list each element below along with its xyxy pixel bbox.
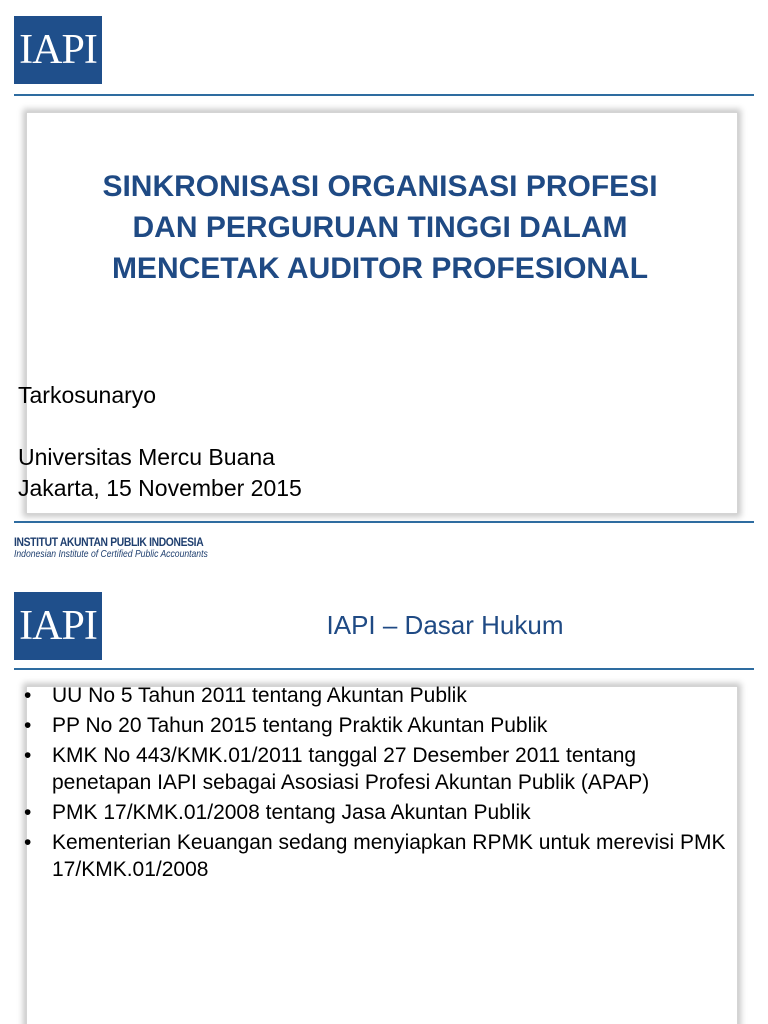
title-line: DAN PERGURUAN TINGGI DALAM [132, 211, 628, 244]
header-divider [14, 94, 754, 96]
list-item-text: PP No 20 Tahun 2015 tentang Praktik Akuntan Publik [52, 714, 548, 737]
bullet-list [14, 682, 734, 886]
list-item [14, 829, 734, 883]
slide-title [30, 166, 730, 289]
list-item [14, 799, 734, 826]
bullet-icon: • [24, 831, 32, 854]
bullet-icon: • [24, 801, 32, 824]
list-item-text: KMK No 443/KMK.01/2011 tanggal 27 Desember 2011 tentang penetapan IAPI sebagai Asosiasi Profesi Akuntan Publik (APAP) [52, 744, 650, 794]
slide-title: IAPI – Dasar Hukum [326, 610, 564, 640]
list-item-text: UU No 5 Tahun 2011 tentang Akuntan Publik [52, 684, 467, 707]
list-item [14, 712, 734, 739]
bullet-icon: • [24, 684, 32, 707]
bullet-icon: • [24, 714, 32, 737]
bullet-icon: • [24, 744, 32, 767]
header-divider [14, 668, 754, 670]
title-line: SINKRONISASI ORGANISASI PROFESI [102, 170, 658, 203]
iapi-logo: IAPI [14, 16, 102, 84]
dasar-hukum-slide [0, 572, 768, 1024]
list-item [14, 682, 734, 709]
footer-organization-name: INSTITUT AKUNTAN PUBLIK INDONESIA [14, 535, 204, 549]
footer-divider [14, 521, 754, 523]
place-date: Jakarta, 15 November 2015 [18, 475, 302, 501]
author-name: Tarkosunaryo [18, 382, 157, 408]
footer-organization-subtitle: Indonesian Institute of Certified Public Accountants [14, 549, 208, 560]
iapi-logo: IAPI [14, 592, 102, 660]
list-item-text: PMK 17/KMK.01/2008 tentang Jasa Akuntan Publik [52, 801, 531, 824]
list-item [14, 742, 734, 796]
university-name: Universitas Mercu Buana [18, 444, 275, 470]
list-item-text: Kementerian Keuangan sedang menyiapkan RPMK untuk merevisi PMK 17/KMK.01/2008 [52, 831, 726, 881]
title-line: MENCETAK AUDITOR PROFESIONAL [111, 252, 649, 285]
